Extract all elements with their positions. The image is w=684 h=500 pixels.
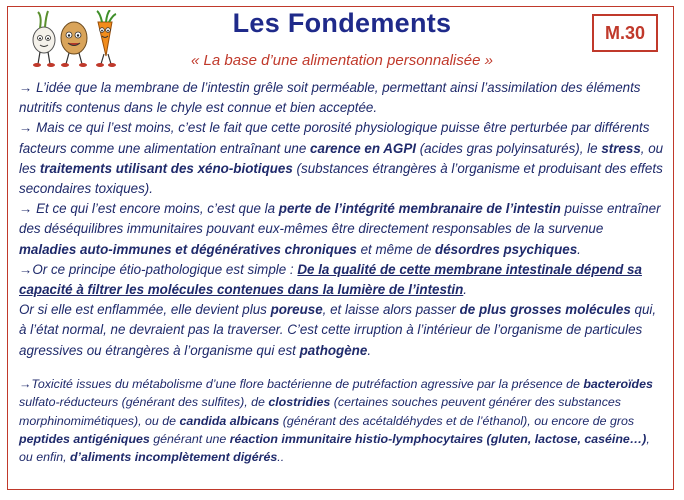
emphasis-text: d’aliments incomplètement digérés bbox=[69, 450, 278, 465]
paragraph-text: , ou enfin, bbox=[19, 432, 650, 465]
emphasis-text: stress bbox=[601, 140, 641, 156]
emphasis-text: pathogène bbox=[299, 342, 368, 358]
paragraph-porosity bbox=[19, 118, 664, 199]
emphasis-text: peptides antigéniques bbox=[19, 432, 150, 447]
paragraph-toxicity bbox=[19, 375, 664, 467]
paragraph-text: . bbox=[577, 241, 581, 257]
emphasis-text: bacteroïdes bbox=[583, 376, 653, 391]
arrow-icon: → bbox=[19, 80, 33, 95]
emphasis-text: maladies auto-immunes et dégénératives chroniques bbox=[19, 241, 357, 257]
paragraph-text: . bbox=[463, 282, 468, 298]
paragraph-text: (générant des acétaldéhydes et de l’éthanol), ou encore de gros bbox=[279, 413, 635, 428]
paragraph-text: puisse entraîner des déséquilibres immunitaires pouvant eux-mêmes être directement responsables de la survenue bbox=[19, 201, 661, 237]
emphasis-text: clostridies bbox=[268, 395, 331, 410]
emphasis-text: poreuse bbox=[270, 302, 323, 318]
paragraph-text: qui, à l’état normal, ne devraient pas la traverser. C’est cette irruption à l’intérieur de l’organisme de particules agressives ou étrangères à l’organisme qui est bbox=[19, 302, 657, 358]
paragraph-text: Et ce qui l’est encore moins, c’est que la bbox=[32, 201, 279, 217]
paragraph-text: (substances étrangères à l’organisme et produisant des effets secondaires toxiques). bbox=[19, 160, 663, 197]
paragraph-text: . bbox=[367, 342, 372, 358]
emphasis-text: de plus grosses molécules bbox=[459, 302, 631, 318]
paragraph-text: .. bbox=[277, 450, 285, 465]
paragraph-text: (certaines souches peuvent générer des substances morphinomimétiques), ou de bbox=[19, 395, 621, 428]
page-subtitle: « La base d’une alimentation personnalisée » bbox=[191, 52, 493, 69]
paragraph-text: et même de bbox=[356, 241, 436, 257]
paragraph-text: (acides gras polyinsaturés), le bbox=[415, 140, 602, 156]
emphasis-text: perte de l’intégrité membranaire de l’intestin bbox=[278, 201, 561, 217]
paragraph-text: Or si elle est enflammée, elle devient plus bbox=[19, 302, 271, 318]
arrow-icon: → bbox=[19, 201, 33, 217]
paragraph-text: générant une bbox=[149, 432, 230, 447]
paragraph-spacer bbox=[19, 361, 664, 375]
module-badge: M.30 bbox=[592, 14, 658, 52]
paragraph-permeability bbox=[19, 78, 664, 118]
arrow-icon: → bbox=[19, 376, 32, 391]
paragraph-text: , et laisse alors passer bbox=[322, 302, 460, 318]
arrow-icon: → bbox=[19, 261, 33, 277]
paragraph-principle bbox=[19, 260, 664, 300]
paragraph-text: , ou les bbox=[19, 140, 664, 176]
body-text bbox=[19, 78, 664, 467]
paragraph-inflammation bbox=[19, 300, 664, 361]
emphasis-text: réaction immunitaire histio-lymphocytaires (gluten, lactose, caséine…) bbox=[229, 432, 647, 447]
paragraph-text: Or ce principe étio-pathologique est simple : bbox=[32, 261, 298, 277]
emphasis-text: carence en AGPI bbox=[310, 140, 416, 156]
arrow-icon: → bbox=[19, 120, 33, 136]
paragraph-membrane-integrity bbox=[19, 199, 664, 260]
emphasis-text: désordres psychiques bbox=[435, 241, 578, 257]
emphasis-text: traitements utilisant des xéno-biotiques bbox=[39, 160, 293, 176]
paragraph-text: L’idée que la membrane de l’intestin grêle soit perméable, permettant ainsi l’assimilation des éléments nutritifs contenus dans le chyle est connue et bien acceptée. bbox=[19, 80, 641, 116]
paragraph-text: sulfato-réducteurs (générant des sulfites), de bbox=[19, 395, 269, 410]
page-title: Les Fondements bbox=[232, 8, 452, 38]
paragraph-text: Toxicité issues du métabolisme d’une flore bactérienne de putréfaction agressive par la présence de bbox=[31, 376, 584, 391]
underlined-emphasis-text: De la qualité de cette membrane intestinale dépend sa capacité à filtrer les molécules contenues dans la lumière de l’intestin bbox=[19, 261, 642, 298]
paragraph-text: Mais ce qui l’est moins, c’est le fait que cette porosité physiologique puisse être perturbée par différents facteurs comme une alimentation entraînant une bbox=[19, 120, 650, 156]
emphasis-text: candida albicans bbox=[179, 413, 280, 428]
